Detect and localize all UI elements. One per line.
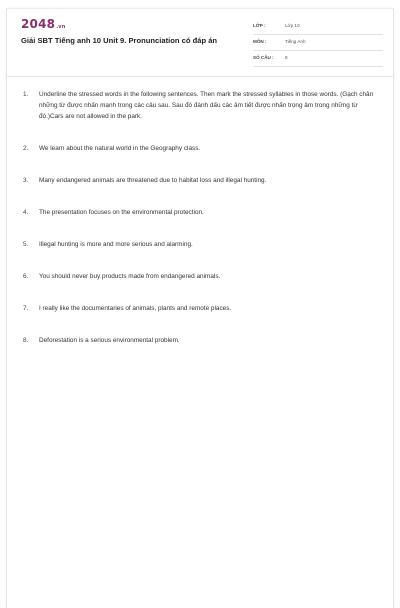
question-item	[21, 143, 377, 154]
question-text: Illegal hunting is more and more serious and alarming.	[39, 241, 193, 248]
question-item	[21, 207, 377, 218]
question-item	[21, 239, 377, 250]
meta-label: SỐ CÂU :	[253, 55, 274, 60]
meta-value: 8	[285, 55, 288, 60]
meta-value: Lớp 10	[285, 23, 300, 28]
question-text: I really like the documentaries of animals, plants and remote places.	[39, 305, 232, 312]
question-item	[21, 175, 377, 186]
question-text: Underline the stressed words in the following sentences. Then mark the stressed syllables in those words. (Gạch chân những từ được nhấn mạnh trong các câu sau. Sau đó đánh dấu các âm tiết được nhấn trọng âm trong những từ đó.)Cars are not allowed in the park.	[39, 91, 374, 120]
question-text: Deforestation is a serious environmental problem.	[39, 337, 180, 344]
site-logo[interactable]	[21, 17, 66, 31]
question-number: 6.	[23, 273, 29, 280]
meta-row-count	[253, 51, 383, 67]
question-text: The presentation focuses on the environmental protection.	[39, 209, 204, 216]
question-item	[21, 89, 377, 122]
question-text: You should never buy products made from endangered animals.	[39, 273, 221, 280]
meta-table	[253, 19, 383, 67]
logo-text: 2048	[21, 17, 56, 31]
meta-value: Tiếng Anh	[285, 39, 306, 44]
document-page	[6, 8, 394, 608]
document-title: Giải SBT Tiếng anh 10 Unit 9. Pronunciation có đáp án	[21, 36, 218, 45]
question-item	[21, 303, 377, 314]
question-number: 2.	[23, 145, 29, 152]
meta-row-class	[253, 19, 383, 35]
question-list	[21, 89, 377, 346]
question-number: 7.	[23, 305, 29, 312]
meta-label: LỚP :	[253, 23, 266, 28]
question-number: 8.	[23, 337, 29, 344]
question-text: Many endangered animals are threatened due to habitat loss and illegal hunting.	[39, 177, 267, 184]
question-item	[21, 335, 377, 346]
question-number: 3.	[23, 177, 29, 184]
question-number: 1.	[23, 91, 29, 98]
header-divider	[7, 76, 393, 77]
question-number: 5.	[23, 241, 29, 248]
question-item	[21, 271, 377, 282]
question-text: We learn about the natural world in the Geography class.	[39, 145, 201, 152]
meta-row-subject	[253, 35, 383, 51]
logo-suffix: .vn	[56, 24, 66, 30]
question-number: 4.	[23, 209, 29, 216]
meta-label: MÔN :	[253, 39, 267, 44]
